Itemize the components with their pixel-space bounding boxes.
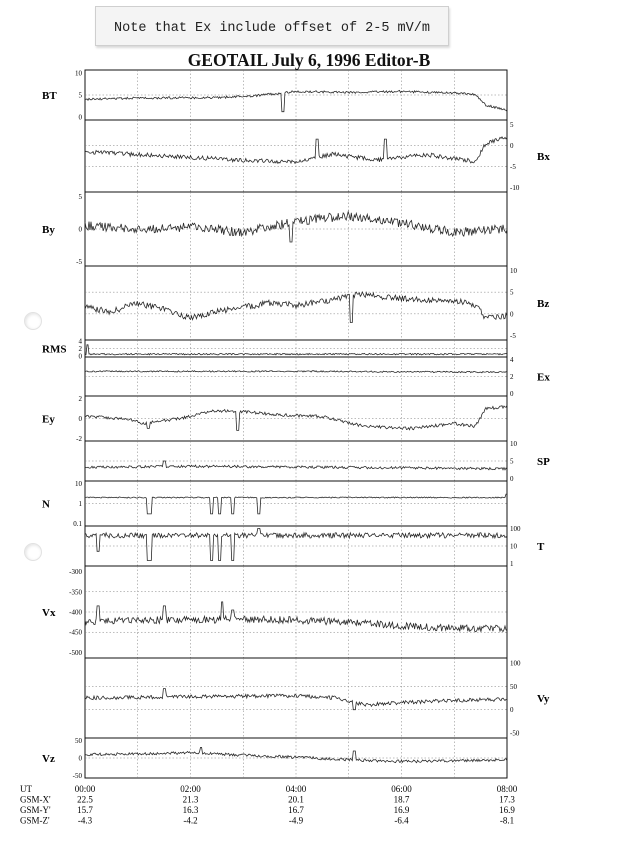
tick-label-rms: 0: [78, 352, 82, 361]
panel-label-vz: Vz: [42, 753, 55, 765]
panel-label-t: T: [537, 541, 545, 553]
x-tick-label: 06:00: [391, 784, 412, 794]
panel-label-bt: BT: [42, 90, 57, 102]
panel-label-rms: RMS: [42, 343, 67, 356]
tick-label-rms: 2: [78, 345, 82, 353]
tick-label-vz: 50: [75, 736, 82, 745]
ephemeris-label: GSM-Z': [20, 815, 50, 826]
panel-label-bx: Bx: [537, 151, 550, 163]
ephemeris-value: 21.3: [182, 794, 199, 805]
tick-label-bz: 10: [510, 266, 517, 275]
series-line-by: [85, 212, 507, 242]
ephemeris-label: UT: [20, 784, 32, 794]
tick-label-n: 0.1: [73, 519, 82, 528]
tick-label-vy: 50: [510, 682, 517, 691]
tick-label-vx: -350: [69, 588, 82, 597]
panel-label-ex: Ex: [537, 371, 550, 384]
panel-label-sp: SP: [537, 456, 550, 468]
chart-title: GEOTAIL July 6, 1996 Editor-B: [187, 50, 431, 70]
ephemeris-label: GSM-Y': [20, 805, 51, 815]
ephemeris-value: 17.3: [499, 794, 515, 805]
tick-label-vz: -50: [72, 772, 82, 781]
panel-label-vx: Vx: [42, 607, 56, 619]
x-tick-label: 04:00: [285, 784, 307, 794]
tick-label-ey: 2: [78, 395, 82, 404]
tick-label-bx: 5: [510, 120, 514, 129]
tick-label-bt: 10: [75, 69, 82, 78]
series-line-bz: [85, 292, 507, 323]
tick-label-bz: -5: [510, 332, 516, 341]
ephemeris-value: 16.3: [182, 805, 199, 815]
tick-label-n: 10: [75, 480, 82, 489]
panel-label-n: N: [42, 498, 50, 511]
ephemeris-value: 20.1: [288, 794, 304, 805]
tick-label-vx: -500: [69, 648, 82, 657]
ephemeris-value: 16.7: [288, 805, 304, 815]
tick-label-vy: 100: [510, 659, 521, 668]
ephemeris-value: 22.5: [77, 794, 93, 805]
panel-label-vy: Vy: [537, 693, 550, 705]
ephemeris-value: 16.9: [499, 805, 515, 815]
tick-label-vy: 0: [510, 706, 514, 715]
tick-label-vx: -400: [69, 608, 82, 617]
tick-label-t: 100: [510, 524, 521, 533]
ephemeris-value: -8.1: [499, 815, 515, 826]
tick-label-ey: 0: [78, 415, 82, 423]
panel-label-bz: Bz: [537, 298, 550, 310]
tick-label-vy: -50: [510, 729, 520, 738]
tick-label-bz: 0: [510, 310, 514, 319]
series-line-n: [85, 494, 507, 514]
tick-label-by: -5: [76, 258, 82, 267]
ephemeris-value: -6.4: [394, 815, 409, 826]
tick-label-bt: 5: [78, 91, 82, 100]
ephemeris-value: -4.9: [288, 815, 304, 826]
tick-label-t: 1: [510, 560, 514, 569]
tick-label-ex: 0: [510, 390, 514, 399]
tick-label-rms: 4: [78, 337, 82, 346]
ephemeris-value: 18.7: [393, 794, 410, 805]
ephemeris-label: GSM-X': [20, 794, 51, 805]
x-tick-label: 02:00: [180, 784, 201, 794]
ephemeris-value: -4.3: [77, 815, 93, 826]
tick-label-ex: 4: [510, 355, 514, 364]
tick-label-ey: -2: [76, 434, 82, 443]
series-line-rms: [85, 345, 507, 355]
tick-label-bz: 5: [510, 288, 514, 297]
ephemeris-value: -4.2: [183, 815, 198, 826]
ephemeris-value: 15.7: [77, 805, 93, 815]
tick-label-bt: 0: [78, 113, 82, 122]
series-line-vx: [85, 602, 507, 632]
tick-label-vz: 0: [78, 754, 82, 763]
tick-label-sp: 5: [510, 457, 514, 466]
tick-label-bx: 0: [510, 141, 514, 150]
series-line-vy: [85, 689, 507, 710]
tick-label-bx: -10: [510, 184, 520, 193]
tick-label-vx: -450: [69, 628, 82, 637]
tick-label-by: 5: [78, 192, 82, 201]
panel-label-by: By: [42, 224, 55, 236]
x-tick-label: 08:00: [496, 784, 518, 794]
tick-label-sp: 10: [510, 439, 517, 448]
panel-label-ey: Ey: [42, 413, 55, 426]
tick-label-ex: 2: [510, 373, 514, 381]
tick-label-vx: -300: [69, 568, 82, 577]
note-text: Note that Ex include offset of 2-5 mV/m: [114, 21, 430, 36]
ephemeris-value: 16.9: [393, 805, 410, 815]
tick-label-sp: 0: [510, 475, 514, 484]
x-tick-label: 00:00: [74, 784, 96, 794]
tick-label-n: 1: [78, 500, 82, 508]
tick-label-bx: -5: [510, 163, 516, 172]
tick-label-t: 10: [510, 542, 517, 551]
tick-label-by: 0: [78, 225, 82, 234]
